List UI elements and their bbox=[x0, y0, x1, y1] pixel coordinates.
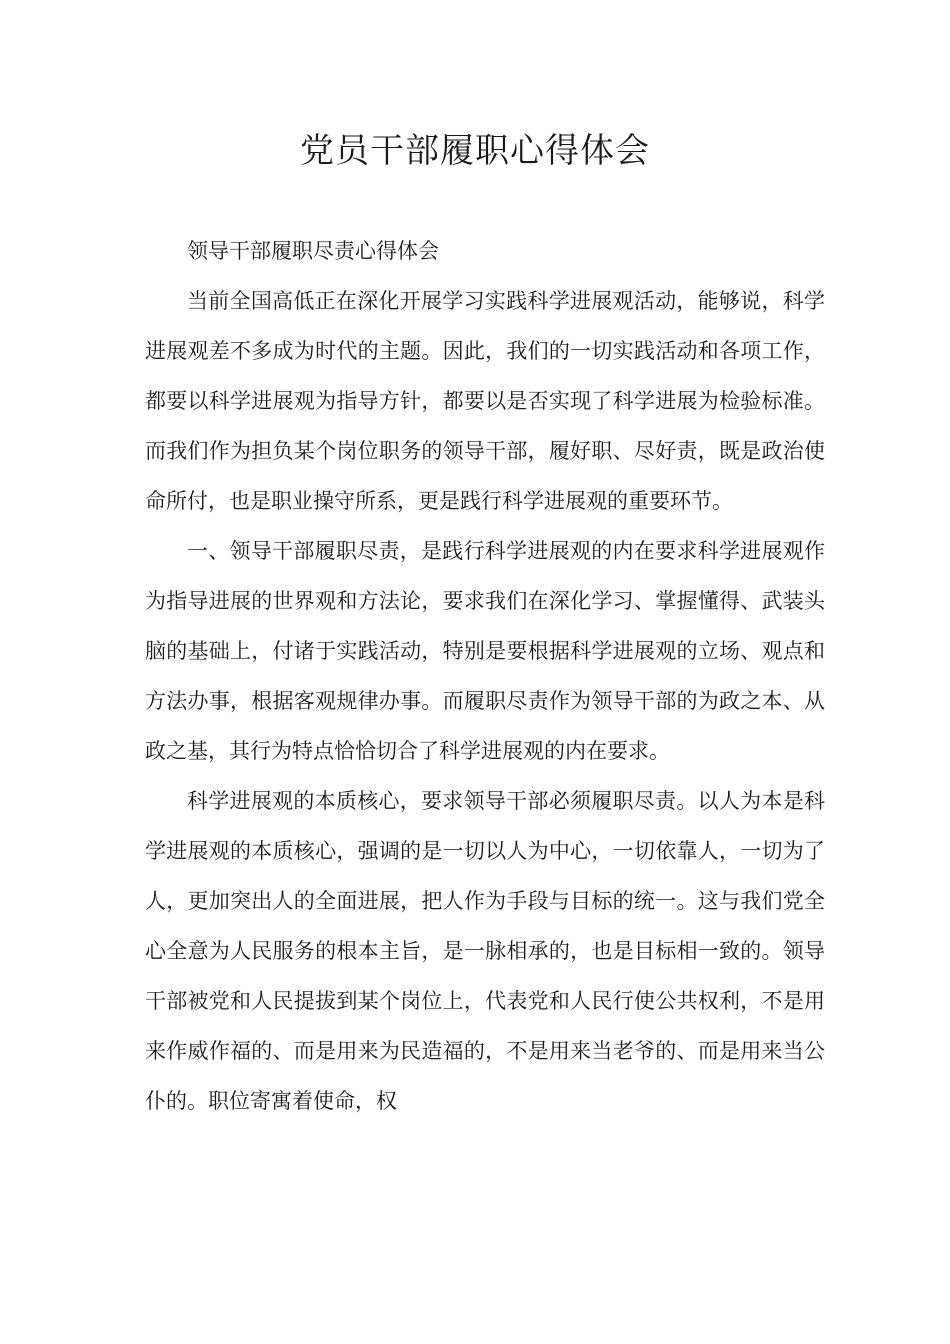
paragraph: 科学进展观的本质核心，要求领导干部必须履职尽责。以人为本是科学进展观的本质核心，强调的是一切以人为中心，一切依靠人，一切为了人，更加突出人的全面进展，把人作为手段与目标的统一。这与我们党全心全意为人民服务的根本主旨，是一脉相承的，也是目标相一致的。领导干部被党和人民提拔到某个岗位上，代表党和人民行使公共权利，不是用来作威作福的、而是用来为民造福的，不是用来当老爷的、而是用来当公仆的。职位寄寓着使命，权 bbox=[145, 789, 825, 1113]
document-title: 党员干部履职心得体会 bbox=[300, 131, 650, 171]
document-body bbox=[145, 226, 825, 1126]
paragraph: 当前全国高低正在深化开展学习实践科学进展观活动，能够说，科学进展观差不多成为时代的主题。因此，我们的一切实践活动和各项工作，都要以科学进展观为指导方针，都要以是否实现了科学进展为检验标准。而我们作为担负某个岗位职务的领导干部，履好职、尽好责，既是政治使命所付，也是职业操守所系，更是践行科学进展观的重要环节。 bbox=[145, 289, 825, 513]
paragraph: 一、领导干部履职尽责，是践行科学进展观的内在要求科学进展观作为指导进展的世界观和方法论，要求我们在深化学习、掌握懂得、武装头脑的基础上，付诸于实践活动，特别是要根据科学进展观的立场、观点和方法办事，根据客观规律办事。而履职尽责作为领导干部的为政之本、从政之基，其行为特点恰恰切合了科学进展观的内在要求。 bbox=[145, 539, 825, 763]
paragraph-subtitle: 领导干部履职尽责心得体会 bbox=[187, 239, 439, 263]
